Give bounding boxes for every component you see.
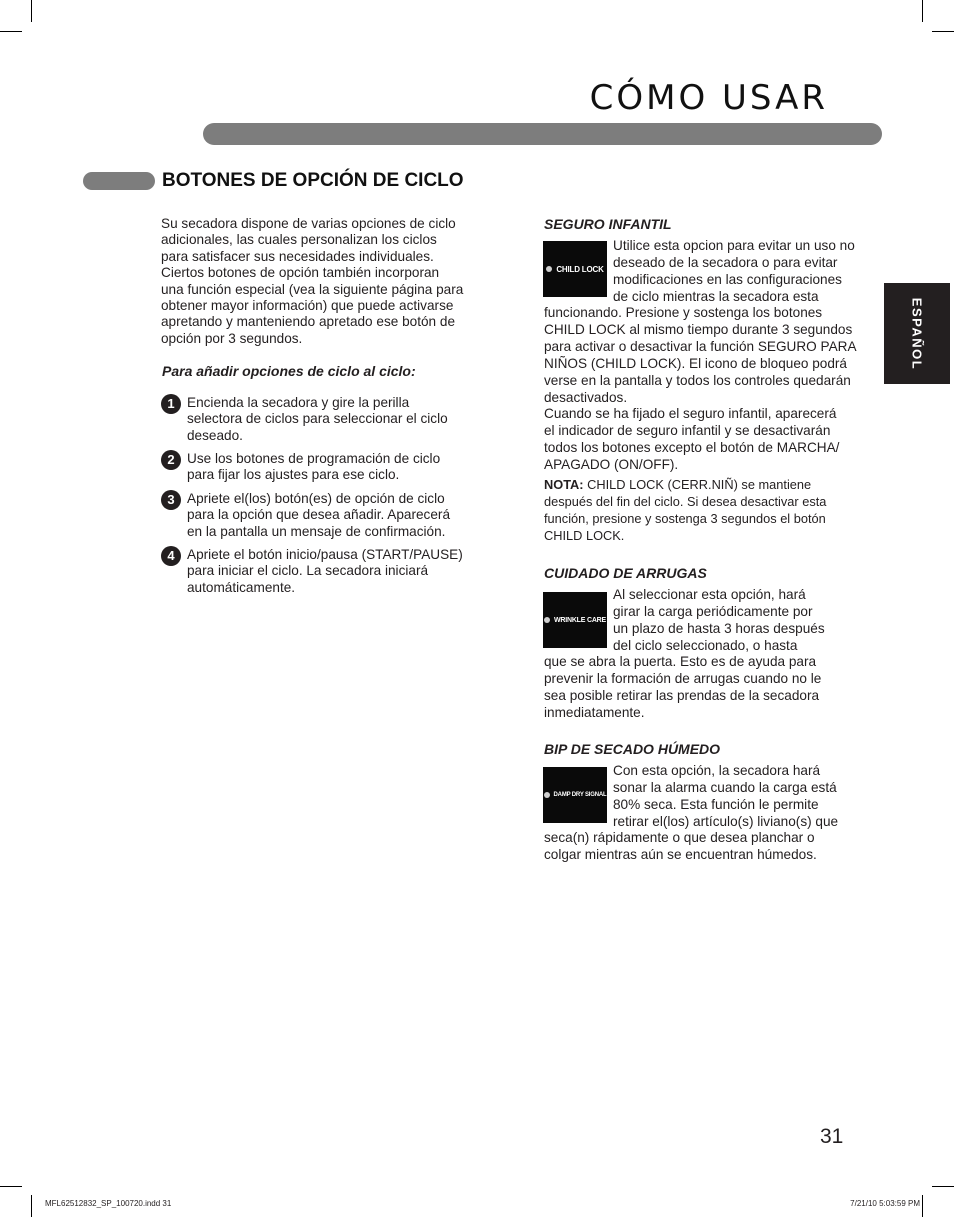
crop-mark	[932, 31, 954, 32]
step-line: para fijar los ajustes para ese ciclo.	[187, 467, 400, 483]
wrinkle-care-side-text	[613, 587, 868, 655]
language-tab	[884, 283, 950, 384]
intro-line: Su secadora dispone de varias opciones de ciclo	[161, 216, 456, 231]
text-line: CHILD LOCK (CERR.NIÑ) se mantiene	[583, 477, 812, 492]
crop-mark	[0, 1186, 22, 1187]
text-line: deseado de la secadora o para evitar	[613, 254, 838, 270]
damp-dry-button-image	[543, 767, 607, 823]
text-line: girar la carga periódicamente por	[613, 603, 813, 619]
text-line: Utilice esta opcion para evitar un uso no	[613, 238, 855, 253]
wrinkle-care-body-text	[544, 654, 874, 722]
crop-mark	[31, 0, 32, 22]
text-line: sea posible retirar las prendas de la secadora	[544, 687, 820, 703]
text-line: sonar la alarma cuando la carga está	[613, 779, 837, 795]
section-title: BOTONES DE OPCIÓN DE CICLO	[162, 170, 464, 191]
section-pill	[83, 172, 155, 190]
text-line: 80% seca. Esta función le permite	[613, 796, 819, 812]
step-text	[187, 491, 487, 540]
footer-file-info: MFL62512832_SP_100720.indd 31	[45, 1199, 172, 1208]
text-line: todos los botones excepto el botón de MARCHA/	[544, 440, 840, 456]
crop-mark	[932, 1186, 954, 1187]
page-number: 31	[820, 1125, 844, 1148]
text-line: CHILD LOCK.	[544, 527, 625, 543]
intro-paragraph	[161, 216, 496, 347]
text-line: Al seleccionar esta opción, hará	[613, 587, 806, 602]
step-line: para iniciar el ciclo. La secadora iniciará	[187, 563, 429, 579]
step-line: deseado.	[187, 427, 243, 443]
text-line: Cuando se ha fijado el seguro infantil, aparecerá	[544, 406, 837, 422]
text-line: un plazo de hasta 3 horas después	[613, 620, 825, 636]
text-line: después del fin del ciclo. Si desea desactivar esta	[544, 493, 827, 509]
intro-line: apretando y manteniendo apretado ese botón de	[161, 314, 456, 330]
text-line: para activar o desactivar la función SEGURO PARA	[544, 338, 857, 354]
wrinkle-care-heading: CUIDADO DE ARRUGAS	[544, 565, 707, 581]
text-line: desactivados.	[544, 389, 628, 405]
text-line: modificaciones en las configuraciones	[613, 271, 842, 287]
step-number-badge: 3	[161, 490, 181, 510]
step-line: Apriete el(los) botón(es) de opción de ciclo	[187, 491, 445, 506]
text-line: que se abra la puerta. Esto es de ayuda para	[544, 654, 817, 669]
wrinkle-care-button-label: WRINKLE CARE	[553, 616, 607, 624]
step-text	[187, 547, 487, 596]
indicator-dot-icon	[546, 266, 552, 272]
damp-dry-body-text	[544, 830, 874, 864]
indicator-dot-icon	[544, 792, 550, 798]
page-title: CÓMO USAR	[589, 78, 828, 118]
footer-timestamp: 7/21/10 5:03:59 PM	[850, 1199, 920, 1208]
language-tab-label: ESPAÑOL	[909, 297, 925, 370]
step-number-badge: 4	[161, 546, 181, 566]
text-line: seca(n) rápidamente o que desea planchar o	[544, 830, 815, 845]
crop-mark	[0, 31, 22, 32]
step-line: automáticamente.	[187, 579, 296, 595]
step-line: selectora de ciclos para seleccionar el ciclo	[187, 411, 448, 427]
text-line: inmediatamente.	[544, 704, 645, 720]
child-lock-heading: SEGURO INFANTIL	[544, 216, 672, 232]
damp-dry-side-text	[613, 763, 868, 831]
note-label: NOTA:	[544, 477, 584, 492]
text-line: Con esta opción, la secadora hará	[613, 763, 821, 778]
step-line: en la pantalla un mensaje de confirmación.	[187, 523, 446, 539]
text-line: APAGADO (ON/OFF).	[544, 457, 679, 473]
text-line: prevenir la formación de arrugas cuando no le	[544, 670, 822, 686]
crop-mark	[31, 1195, 32, 1217]
intro-line: opción por 3 segundos.	[161, 330, 303, 346]
child-lock-body-text	[544, 305, 874, 474]
child-lock-button-image	[543, 241, 607, 297]
text-line: función, presione y sostenga 3 segundos el botón	[544, 510, 826, 526]
text-line: CHILD LOCK al mismo tiempo durante 3 segundos	[544, 321, 853, 337]
crop-mark	[922, 1195, 923, 1217]
step-line: Apriete el botón inicio/pausa (START/PAUSE)	[187, 547, 463, 562]
text-line: del ciclo seleccionado, o hasta	[613, 637, 798, 653]
step-text	[187, 451, 487, 484]
indicator-dot-icon	[544, 617, 550, 623]
step-number-badge: 2	[161, 450, 181, 470]
text-line: de ciclo mientras la secadora esta	[613, 288, 819, 304]
step-line: Use los botones de programación de ciclo	[187, 451, 441, 466]
text-line: el indicador de seguro infantil y se desactivarán	[544, 423, 831, 439]
child-lock-note	[544, 477, 864, 545]
text-line: NIÑOS (CHILD LOCK). El icono de bloqueo podrá	[544, 355, 847, 371]
text-line: retirar el(los) artículo(s) liviano(s) que	[613, 813, 839, 829]
intro-line: Ciertos botones de opción también incorporan	[161, 265, 440, 281]
child-lock-side-text	[613, 238, 868, 306]
step-text	[187, 395, 487, 444]
text-line: colgar mientras aún se encuentran húmedos.	[544, 846, 817, 862]
text-line: funcionando. Presione y sostenga los botones	[544, 305, 823, 320]
note-first-line	[544, 477, 864, 494]
child-lock-button-label: CHILD LOCK	[556, 264, 604, 274]
text-line: verse en la pantalla y todos los controles quedarán	[544, 372, 851, 388]
intro-line: una función especial (vea la siguiente página para	[161, 281, 464, 297]
damp-dry-button-label: DAMP DRY SIGNAL	[553, 792, 607, 798]
intro-line: para satisfacer sus necesidades individuales.	[161, 248, 434, 264]
intro-line: adicionales, las cuales personalizan los ciclos	[161, 232, 437, 248]
add-options-heading: Para añadir opciones de ciclo al ciclo:	[162, 363, 416, 379]
crop-mark	[922, 0, 923, 22]
wrinkle-care-button-image	[543, 592, 607, 648]
step-line: para la opción que desea añadir. Aparecerá	[187, 507, 451, 523]
step-line: Encienda la secadora y gire la perilla	[187, 395, 410, 410]
intro-line: obtener mayor información) que puede activarse	[161, 298, 454, 314]
damp-dry-heading: BIP DE SECADO HÚMEDO	[544, 741, 721, 757]
step-number-badge: 1	[161, 394, 181, 414]
header-bar	[203, 123, 882, 145]
